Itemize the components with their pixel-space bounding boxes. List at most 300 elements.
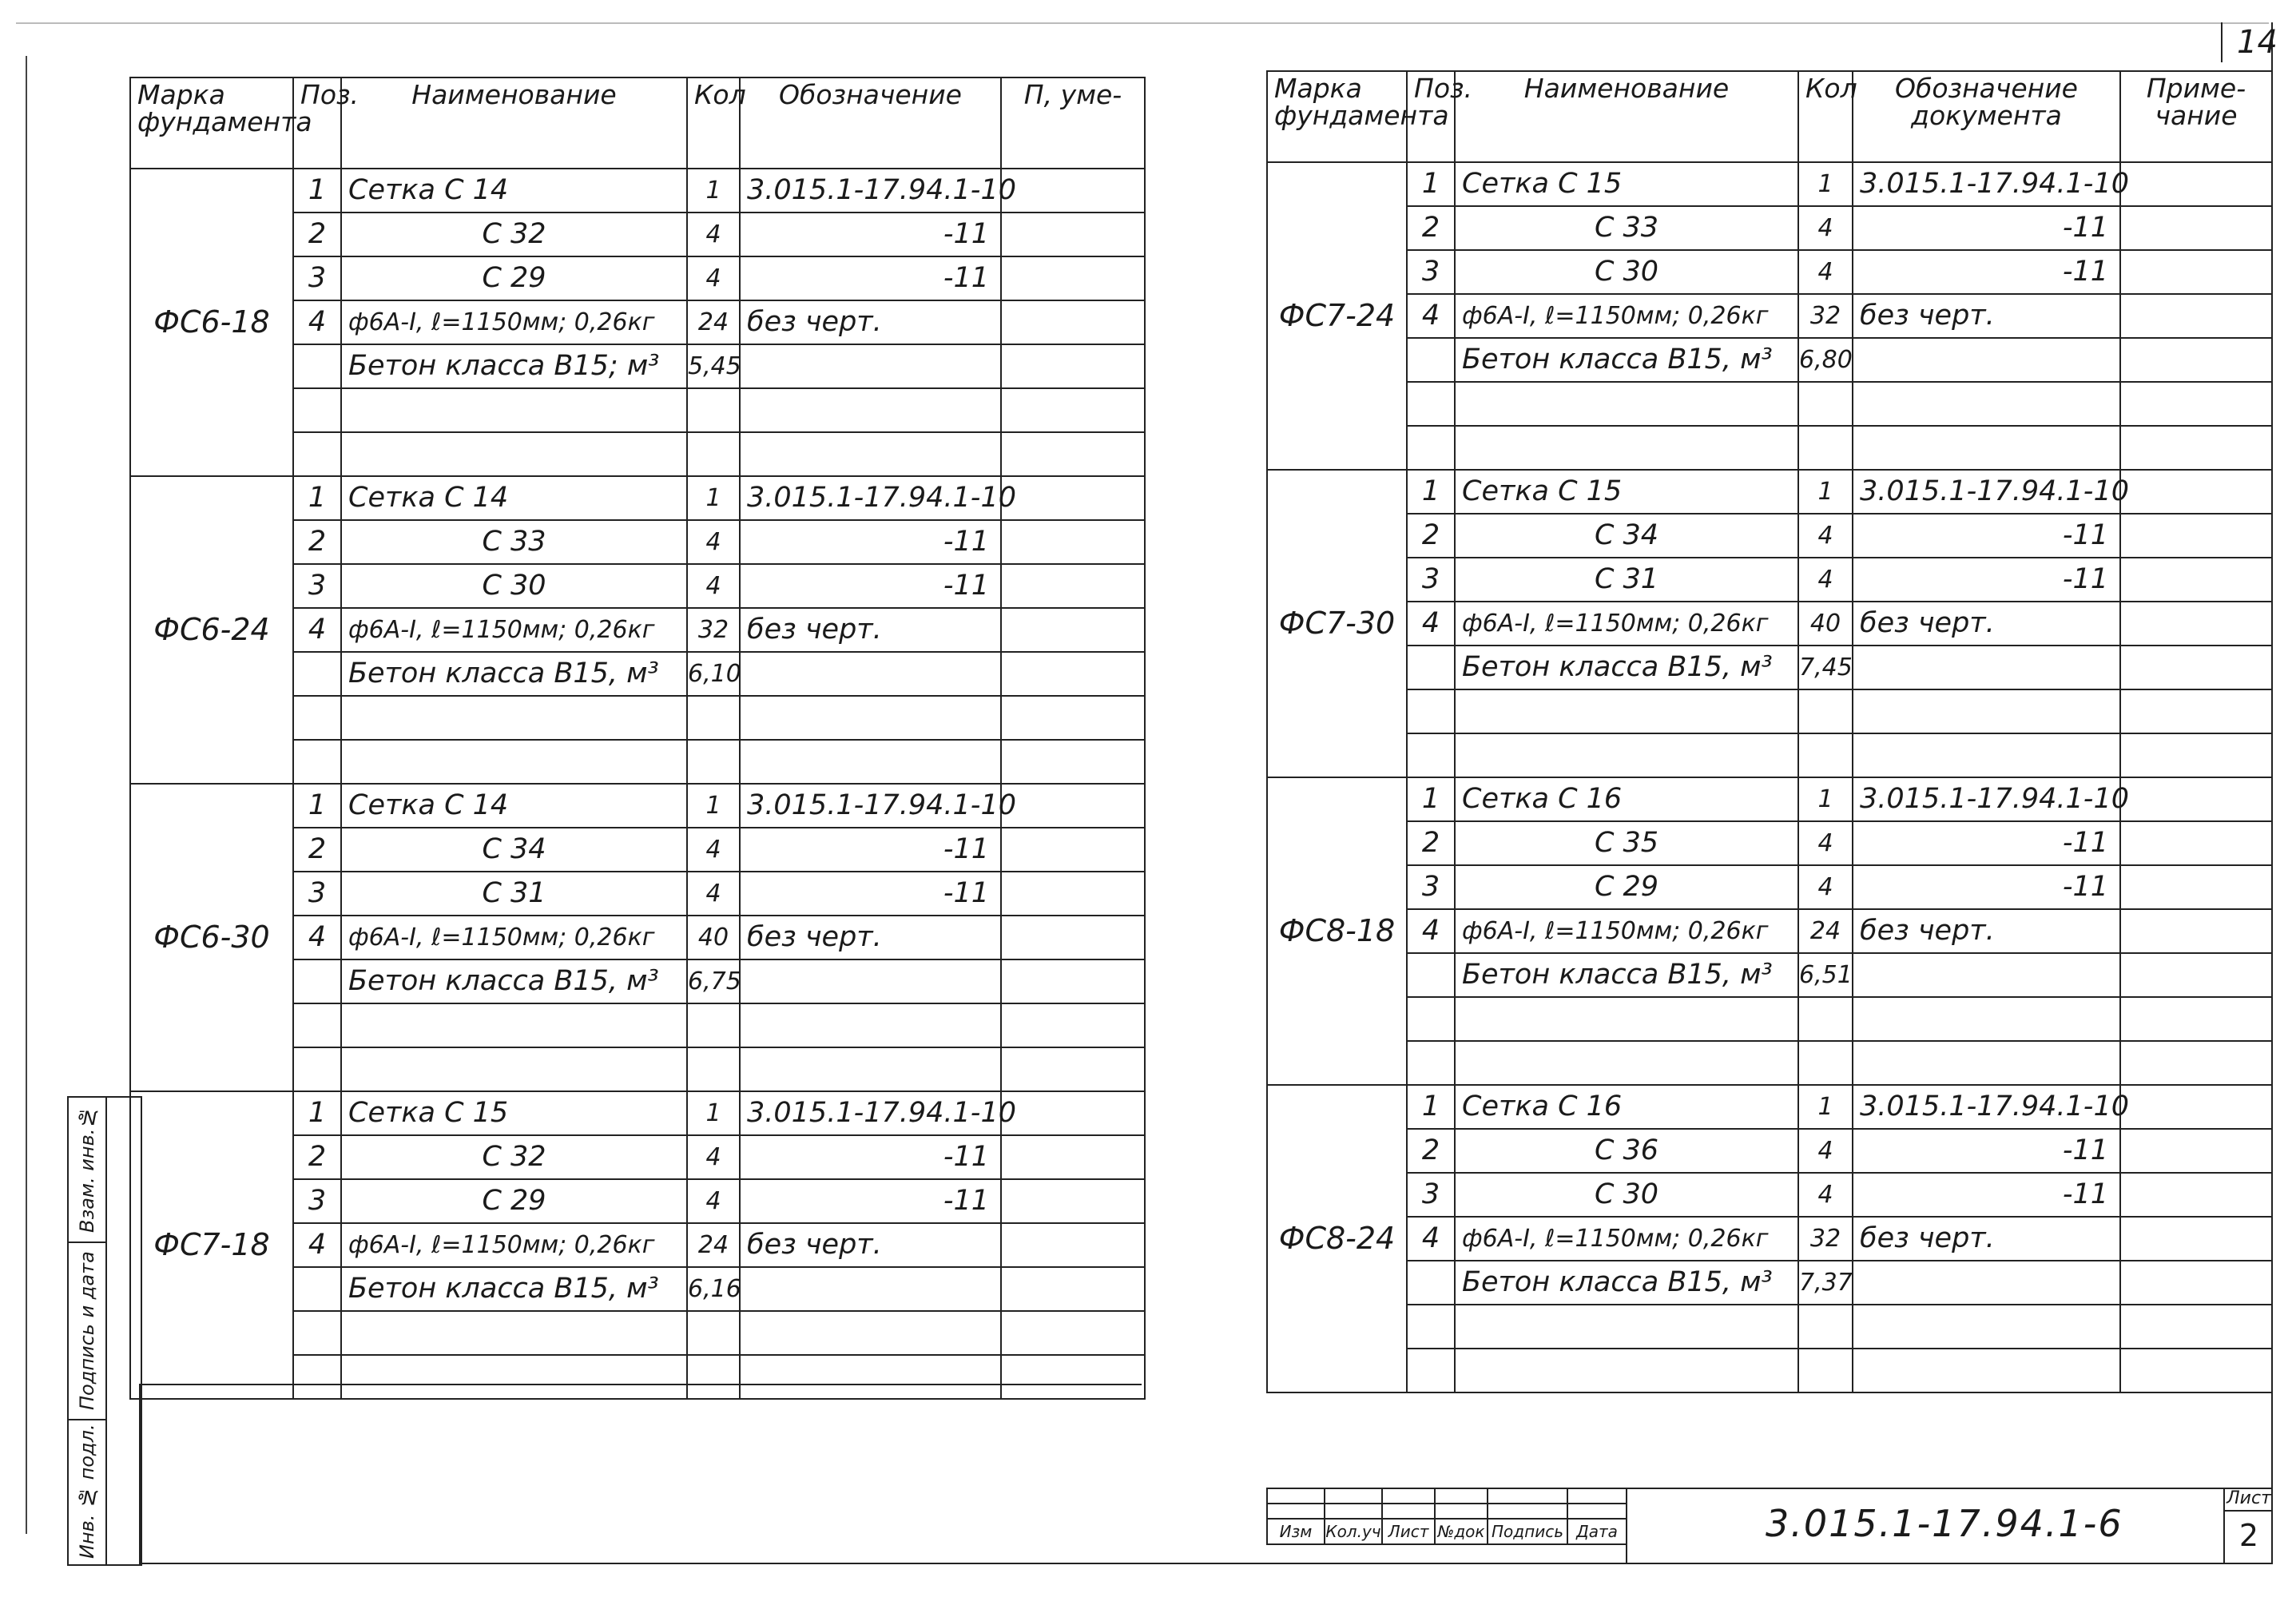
note-cell <box>1001 256 1145 300</box>
note-cell <box>2120 733 2272 777</box>
note-cell <box>1001 696 1145 740</box>
document-cell <box>1853 1041 2120 1085</box>
revision-row <box>1267 1504 1627 1519</box>
position-cell: 4 <box>293 916 341 959</box>
position-cell <box>293 1003 341 1047</box>
position-cell: 4 <box>293 608 341 652</box>
document-cell: 3.015.1-17.94.1-10 <box>740 476 1001 520</box>
table-row <box>1267 294 2272 338</box>
note-cell <box>1001 740 1145 784</box>
document-cell <box>740 1047 1001 1091</box>
note-cell <box>2120 162 2272 206</box>
inv-replacement-label: Взам. инв.№ <box>76 1106 98 1234</box>
name-cell: ф6А-I, ℓ=1150мм; 0,26кг <box>1455 294 1798 338</box>
quantity-cell: 4 <box>687 520 740 564</box>
bottom-area-left-line <box>139 1384 141 1563</box>
name-cell: Сетка С 16 <box>1455 1085 1798 1129</box>
position-cell <box>293 1311 341 1355</box>
document-cell <box>1853 689 2120 733</box>
header-row <box>130 77 1145 169</box>
name-cell: Бетон класса В15, м³ <box>341 959 687 1003</box>
quantity-cell <box>687 388 740 432</box>
quantity-cell: 4 <box>1798 1173 1853 1217</box>
name-cell <box>341 740 687 784</box>
note-cell <box>1001 828 1145 872</box>
name-cell <box>341 1047 687 1091</box>
signature-date-label: Подпись и дата <box>76 1251 98 1411</box>
caption-izm: Изм <box>1267 1519 1325 1544</box>
sheet-label: Лист <box>2225 1488 2273 1512</box>
position-cell <box>293 696 341 740</box>
position-cell: 2 <box>1407 206 1455 250</box>
name-cell: С 31 <box>1455 558 1798 602</box>
note-cell <box>2120 382 2272 426</box>
name-cell <box>1455 997 1798 1041</box>
note-cell <box>2120 646 2272 689</box>
quantity-cell: 4 <box>1798 250 1853 294</box>
quantity-cell <box>687 740 740 784</box>
document-cell: -11 <box>740 1179 1001 1223</box>
position-cell <box>293 388 341 432</box>
position-cell: 2 <box>293 520 341 564</box>
foundation-mark: ФС6-24 <box>130 476 293 784</box>
document-cell: -11 <box>1853 250 2120 294</box>
note-cell <box>2120 1349 2272 1392</box>
table-row <box>1267 1085 2272 1129</box>
name-cell <box>1455 382 1798 426</box>
quantity-cell: 4 <box>687 564 740 608</box>
note-cell <box>1001 1179 1145 1223</box>
caption-list: Лист <box>1382 1519 1435 1544</box>
position-cell <box>1407 733 1455 777</box>
note-cell <box>2120 514 2272 558</box>
document-cell: 3.015.1-17.94.1-10 <box>1853 1085 2120 1129</box>
caption-ndok: №док <box>1435 1519 1488 1544</box>
name-cell: С 32 <box>341 1135 687 1179</box>
name-cell: Бетон класса В15, м³ <box>1455 953 1798 997</box>
name-cell: Бетон класса В15, м³ <box>1455 646 1798 689</box>
revision-grid <box>1266 1488 1627 1545</box>
header-row <box>1267 71 2272 162</box>
note-cell <box>2120 558 2272 602</box>
quantity-cell: 32 <box>1798 294 1853 338</box>
table-row <box>1267 689 2272 733</box>
quantity-cell: 1 <box>1798 1085 1853 1129</box>
note-cell <box>1001 388 1145 432</box>
note-cell <box>1001 300 1145 344</box>
quantity-cell: 1 <box>1798 777 1853 821</box>
quantity-cell: 4 <box>687 1179 740 1223</box>
position-cell: 4 <box>1407 602 1455 646</box>
name-cell: ф6А-I, ℓ=1150мм; 0,26кг <box>341 1223 687 1267</box>
table-row <box>130 169 1145 213</box>
document-cell: -11 <box>1853 206 2120 250</box>
document-cell: -11 <box>740 256 1001 300</box>
position-cell: 3 <box>1407 558 1455 602</box>
position-cell: 3 <box>293 564 341 608</box>
quantity-cell <box>687 696 740 740</box>
quantity-cell <box>1798 1305 1853 1349</box>
quantity-cell: 4 <box>687 256 740 300</box>
table-row <box>1267 865 2272 909</box>
name-cell <box>1455 1041 1798 1085</box>
note-cell <box>2120 1129 2272 1173</box>
position-cell <box>1407 997 1455 1041</box>
name-cell: С 31 <box>341 872 687 916</box>
document-cell: -11 <box>740 872 1001 916</box>
name-cell: С 30 <box>341 564 687 608</box>
table-row <box>1267 1217 2272 1261</box>
quantity-cell: 4 <box>1798 821 1853 865</box>
note-cell <box>1001 1047 1145 1091</box>
document-cell: -11 <box>1853 821 2120 865</box>
table-row <box>1267 558 2272 602</box>
frame-top <box>16 22 2269 24</box>
note-cell <box>1001 476 1145 520</box>
note-cell <box>2120 250 2272 294</box>
note-cell <box>2120 602 2272 646</box>
note-cell <box>2120 1173 2272 1217</box>
note-cell <box>1001 1091 1145 1135</box>
table-row <box>1267 646 2272 689</box>
note-cell <box>1001 1311 1145 1355</box>
note-cell <box>1001 608 1145 652</box>
document-cell: без черт. <box>1853 602 2120 646</box>
document-cell <box>740 388 1001 432</box>
note-cell <box>2120 1041 2272 1085</box>
col-header-qty: Кол <box>687 77 740 169</box>
note-cell <box>1001 213 1145 256</box>
name-cell <box>1455 1305 1798 1349</box>
table-row <box>1267 338 2272 382</box>
quantity-cell <box>687 1355 740 1399</box>
position-cell <box>293 432 341 476</box>
position-cell: 4 <box>293 1223 341 1267</box>
quantity-cell <box>1798 689 1853 733</box>
note-cell <box>2120 294 2272 338</box>
document-cell: 3.015.1-17.94.1-10 <box>740 169 1001 213</box>
position-cell: 2 <box>293 213 341 256</box>
table-row <box>1267 777 2272 821</box>
note-cell <box>2120 426 2272 470</box>
table-row <box>1267 1305 2272 1349</box>
name-cell: Бетон класса В15, м³ <box>341 652 687 696</box>
note-cell <box>2120 1261 2272 1305</box>
position-cell <box>293 1355 341 1399</box>
col-header-note: Приме-чание <box>2120 71 2272 162</box>
foundation-mark: ФС6-18 <box>130 169 293 476</box>
name-cell: ф6А-I, ℓ=1150мм; 0,26кг <box>1455 1217 1798 1261</box>
table-row <box>1267 250 2272 294</box>
name-cell: Бетон класса В15, м³ <box>341 1267 687 1311</box>
document-cell: 3.015.1-17.94.1-10 <box>740 784 1001 828</box>
document-cell <box>1853 646 2120 689</box>
sheet-number: 2 <box>2238 1518 2259 1553</box>
name-cell <box>341 432 687 476</box>
document-cell: без черт. <box>740 608 1001 652</box>
note-cell <box>1001 959 1145 1003</box>
document-cell <box>1853 338 2120 382</box>
position-cell <box>293 652 341 696</box>
name-cell: Сетка С 15 <box>341 1091 687 1135</box>
table-row <box>1267 1041 2272 1085</box>
position-cell: 4 <box>293 300 341 344</box>
name-cell: С 34 <box>1455 514 1798 558</box>
position-cell: 2 <box>1407 514 1455 558</box>
document-cell: 3.015.1-17.94.1-10 <box>1853 777 2120 821</box>
quantity-cell <box>1798 733 1853 777</box>
note-cell <box>1001 652 1145 696</box>
name-cell: Сетка С 14 <box>341 169 687 213</box>
table-row <box>1267 382 2272 426</box>
note-cell <box>2120 1217 2272 1261</box>
note-cell <box>2120 1085 2272 1129</box>
name-cell: С 29 <box>341 1179 687 1223</box>
name-cell <box>1455 733 1798 777</box>
quantity-cell: 40 <box>1798 602 1853 646</box>
quantity-cell <box>1798 997 1853 1041</box>
right-table-body <box>1267 162 2272 1392</box>
table-row <box>1267 1261 2272 1305</box>
note-cell <box>1001 1135 1145 1179</box>
position-cell: 1 <box>1407 470 1455 514</box>
inv-original-label: Инв. № подл. <box>76 1424 98 1559</box>
quantity-cell: 40 <box>687 916 740 959</box>
col-header-name: Наименование <box>1455 71 1798 162</box>
note-cell <box>1001 1003 1145 1047</box>
quantity-cell: 4 <box>1798 558 1853 602</box>
name-cell: ф6А-I, ℓ=1150мм; 0,26кг <box>341 608 687 652</box>
document-cell <box>1853 953 2120 997</box>
document-cell <box>1853 1261 2120 1305</box>
document-cell <box>740 344 1001 388</box>
quantity-cell: 1 <box>687 1091 740 1135</box>
quantity-cell <box>687 432 740 476</box>
name-cell: С 30 <box>1455 1173 1798 1217</box>
quantity-cell: 24 <box>687 1223 740 1267</box>
position-cell: 1 <box>293 1091 341 1135</box>
document-cell <box>740 1003 1001 1047</box>
document-cell <box>740 1355 1001 1399</box>
frame-left <box>26 56 27 1534</box>
binding-strip <box>67 1096 142 1566</box>
quantity-cell <box>1798 426 1853 470</box>
quantity-cell: 4 <box>1798 1129 1853 1173</box>
quantity-cell: 24 <box>1798 909 1853 953</box>
table-row <box>1267 953 2272 997</box>
position-cell <box>293 1267 341 1311</box>
col-header-mark: Марка фундамента <box>1267 71 1407 162</box>
table-row <box>1267 426 2272 470</box>
document-cell: -11 <box>1853 865 2120 909</box>
position-cell: 3 <box>293 256 341 300</box>
table-row <box>1267 206 2272 250</box>
note-cell <box>2120 338 2272 382</box>
note-cell <box>1001 1267 1145 1311</box>
document-cell <box>1853 733 2120 777</box>
position-cell <box>1407 689 1455 733</box>
position-cell: 4 <box>1407 909 1455 953</box>
note-cell <box>1001 169 1145 213</box>
position-cell <box>1407 1349 1455 1392</box>
name-cell: С 33 <box>1455 206 1798 250</box>
table-row <box>1267 909 2272 953</box>
position-cell <box>1407 1041 1455 1085</box>
quantity-cell <box>1798 382 1853 426</box>
document-cell <box>1853 1349 2120 1392</box>
spec-table-left <box>129 77 1146 1400</box>
quantity-cell: 1 <box>1798 470 1853 514</box>
document-cell: -11 <box>740 564 1001 608</box>
position-cell <box>1407 1305 1455 1349</box>
document-cell: без черт. <box>740 916 1001 959</box>
name-cell: Сетка С 16 <box>1455 777 1798 821</box>
note-cell <box>2120 821 2272 865</box>
position-cell: 1 <box>293 169 341 213</box>
name-cell: Сетка С 14 <box>341 784 687 828</box>
position-cell: 1 <box>293 784 341 828</box>
note-cell <box>2120 909 2272 953</box>
col-header-note: П, уме- <box>1001 77 1145 169</box>
name-cell: С 29 <box>1455 865 1798 909</box>
name-cell: С 36 <box>1455 1129 1798 1173</box>
document-cell: -11 <box>1853 1129 2120 1173</box>
position-cell <box>1407 338 1455 382</box>
col-header-name: Наименование <box>341 77 687 169</box>
quantity-cell: 4 <box>1798 865 1853 909</box>
note-cell <box>1001 520 1145 564</box>
quantity-cell: 4 <box>687 213 740 256</box>
quantity-cell: 7,45 <box>1798 646 1853 689</box>
note-cell <box>1001 432 1145 476</box>
document-cell: -11 <box>1853 514 2120 558</box>
table-row <box>130 784 1145 828</box>
page-num-divider <box>2221 22 2223 62</box>
revision-row <box>1267 1488 1627 1504</box>
document-cell: без черт. <box>740 300 1001 344</box>
position-cell <box>293 740 341 784</box>
position-cell: 1 <box>1407 777 1455 821</box>
position-cell: 3 <box>1407 250 1455 294</box>
name-cell: ф6А-I, ℓ=1150мм; 0,26кг <box>341 300 687 344</box>
col-header-doc: Обозначение документа <box>1853 71 2120 162</box>
document-cell <box>740 1267 1001 1311</box>
col-header-mark: Марка фундамента <box>130 77 293 169</box>
note-cell <box>1001 1355 1145 1399</box>
foundation-mark: ФС8-18 <box>1267 777 1407 1085</box>
name-cell <box>341 1355 687 1399</box>
position-cell: 4 <box>1407 1217 1455 1261</box>
caption-signature: Подпись <box>1488 1519 1567 1544</box>
document-cell: без черт. <box>1853 909 2120 953</box>
document-cell: 3.015.1-17.94.1-10 <box>740 1091 1001 1135</box>
document-cell: -11 <box>1853 1173 2120 1217</box>
caption-kol-uch: Кол.уч <box>1325 1519 1382 1544</box>
position-cell: 1 <box>293 476 341 520</box>
table-row <box>1267 1173 2272 1217</box>
table-row <box>1267 997 2272 1041</box>
quantity-cell: 32 <box>1798 1217 1853 1261</box>
strip-divider <box>105 1098 107 1564</box>
note-cell <box>1001 564 1145 608</box>
quantity-cell: 7,37 <box>1798 1261 1853 1305</box>
quantity-cell: 6,75 <box>687 959 740 1003</box>
quantity-cell <box>1798 1349 1853 1392</box>
position-cell <box>1407 1261 1455 1305</box>
position-cell: 1 <box>1407 162 1455 206</box>
note-cell <box>2120 953 2272 997</box>
position-cell: 3 <box>293 1179 341 1223</box>
foundation-mark: ФС7-18 <box>130 1091 293 1399</box>
document-cell: -11 <box>740 213 1001 256</box>
name-cell: С 32 <box>341 213 687 256</box>
col-header-pos: Поз. <box>293 77 341 169</box>
position-cell <box>293 959 341 1003</box>
quantity-cell: 1 <box>1798 162 1853 206</box>
name-cell <box>1455 426 1798 470</box>
quantity-cell <box>687 1003 740 1047</box>
quantity-cell: 4 <box>687 828 740 872</box>
spec-table-right <box>1266 70 2273 1393</box>
document-cell: -11 <box>740 520 1001 564</box>
quantity-cell: 4 <box>687 872 740 916</box>
quantity-cell <box>687 1047 740 1091</box>
document-cell <box>740 1311 1001 1355</box>
note-cell <box>2120 1305 2272 1349</box>
name-cell: С 33 <box>341 520 687 564</box>
col-header-qty: Кол <box>1798 71 1853 162</box>
title-top-line <box>1266 1488 2271 1489</box>
document-cell <box>740 696 1001 740</box>
position-cell <box>1407 953 1455 997</box>
name-cell: С 29 <box>341 256 687 300</box>
document-cell <box>1853 1305 2120 1349</box>
document-cell: без черт. <box>1853 294 2120 338</box>
document-cell <box>740 432 1001 476</box>
name-cell: Бетон класса В15, м³ <box>1455 338 1798 382</box>
quantity-cell: 6,10 <box>687 652 740 696</box>
name-cell <box>1455 689 1798 733</box>
quantity-cell: 4 <box>1798 206 1853 250</box>
table-row <box>1267 162 2272 206</box>
position-cell <box>293 344 341 388</box>
table-row <box>1267 821 2272 865</box>
note-cell <box>1001 872 1145 916</box>
quantity-cell: 32 <box>687 608 740 652</box>
table-row <box>130 476 1145 520</box>
table-row <box>1267 1129 2272 1173</box>
quantity-cell: 4 <box>1798 514 1853 558</box>
table-row <box>1267 733 2272 777</box>
name-cell <box>341 388 687 432</box>
table-row <box>1267 602 2272 646</box>
quantity-cell: 1 <box>687 784 740 828</box>
foundation-mark: ФС6-30 <box>130 784 293 1091</box>
col-header-doc: Обозначение <box>740 77 1001 169</box>
name-cell <box>1455 1349 1798 1392</box>
name-cell: С 35 <box>1455 821 1798 865</box>
position-cell <box>1407 426 1455 470</box>
left-table-body <box>130 169 1145 1399</box>
note-cell <box>1001 916 1145 959</box>
document-cell: без черт. <box>1853 1217 2120 1261</box>
name-cell: ф6А-I, ℓ=1150мм; 0,26кг <box>1455 909 1798 953</box>
bottom-area-top-line <box>139 1384 1142 1385</box>
foundation-mark: ФС7-30 <box>1267 470 1407 777</box>
quantity-cell <box>687 1311 740 1355</box>
position-cell: 3 <box>1407 1173 1455 1217</box>
document-cell: -11 <box>1853 558 2120 602</box>
